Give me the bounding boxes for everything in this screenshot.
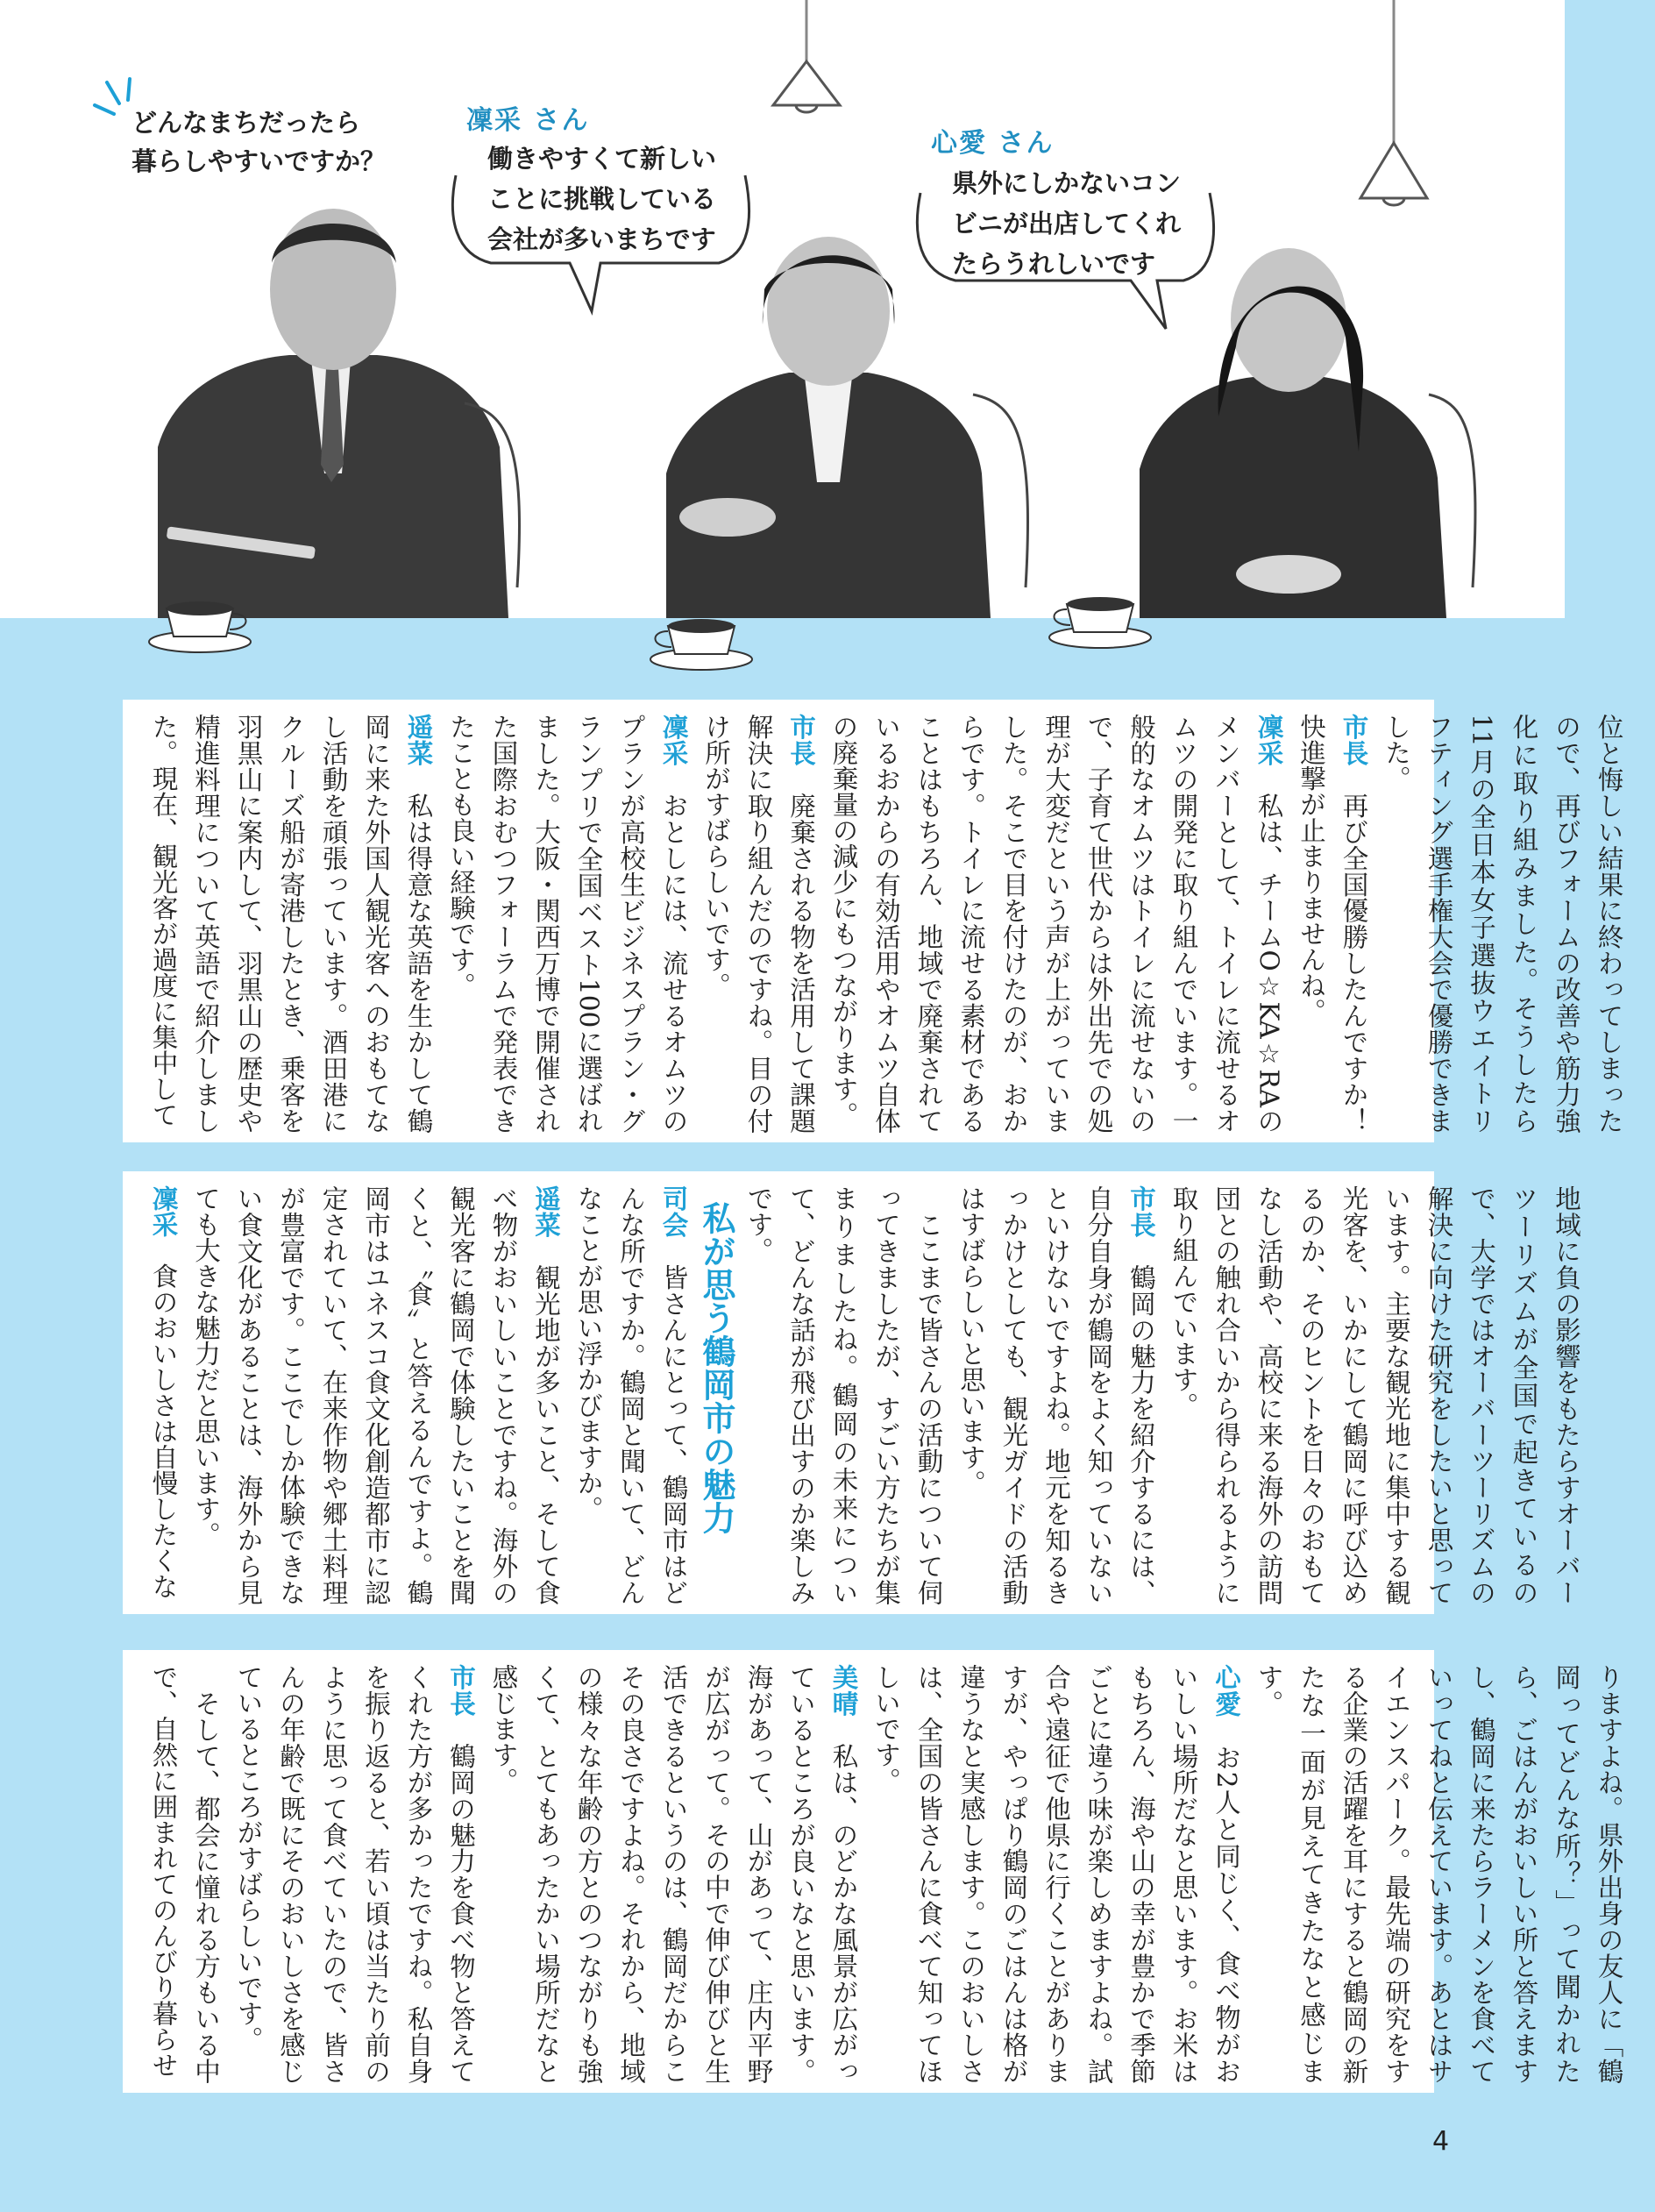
paragraph [865,1664,1248,2084]
paragraph [1247,1664,1630,2084]
paragraph-text: 私は、のどかな風景が広がっているところが良いなと思います。海があって、山があって、庄内平野が広がって。その中で伸び伸びと生活できるというのは、鶴岡だからこその良さですよね。それから、地域の様々な年齢の方とのつながりも強くて、とてもあったかい場所だなと感じます。 [488,1664,859,2085]
top-illustration-area [0,0,1565,618]
section-heading: 私が思う鶴岡市の魅力 [697,1201,735,1534]
paragraph-text: 食のおいしさは自慢したくな [148,1262,179,1599]
speech-line: 県外にしかないコン [952,168,1182,198]
interview-question [131,103,386,181]
paragraph-text: お2人と同じく、食べ物がおいしい場所だなと思います。お米はもちろん、海や山の幸が豊かで季節ごとに違う味が楽しめますよね。試合や遠征で他県に行くことがありますが、やっぱり鶴岡のごはんは格が違うなと実感します。このおいしさは、全国の皆さんに食べて知ってほしいです。 [871,1664,1241,2085]
paragraph-text: 私は得意な英語を生かして鶴岡に来た外国人観光客へのおもてなし活動を頑張っています。酒田港にクルーズ船が寄港したとき、乗客を羽黒山に案内して、羽黒山の歴史や精進料理について英語で紹介しました。現在、観光客が過度に集中して [148,714,434,1134]
paragraph-text: りますよね。県外出身の友人に「鶴岡ってどんな所？」って聞かれたら、ごはんがおいしい所と答えますし、鶴岡に来たらラーメンを食べていってねと伝えています。あとはサイエンスパーク。最先端の研究をする企業の活躍を耳にすると鶴岡の新たな一面が見えてきたなと感じます。 [1254,1664,1624,2085]
article-body [123,1650,1655,2093]
speaker-label: 美晴 [828,1664,859,1717]
speaker-label: 心愛 [1211,1664,1241,1718]
paragraph-text: 位と悔しい結果に終わってしまったので、再びフォームの改善や筋力強化に取り組みました。そうしたら11月の全日本女子選抜ウエイトリフティング選手権大会で優勝できました。 [1382,714,1624,1134]
speech-line: 会社が多いまちです [487,224,716,254]
paragraph [822,714,1290,1134]
paragraph [185,1185,568,1605]
article-body [123,700,1655,1142]
article-body [123,1171,1612,1614]
pendant-lamp-illustration [754,0,859,114]
speaker-label: 遥菜 [531,1185,561,1238]
paragraph-text: 私は、チームO☆KA☆RAのメンバーとして、トイレに流せるオムツの開発に取り組んでいます。一般的なオムツはトイレに流せないので、子育て世代からは外出先での処理が大変だという声が上がっていました。そこで目を付けたのが、おからです。トイレに流せる素材であることはもちろん、地域で廃棄されているおからの有効活用やオムツ自体の廃棄量の減少にもつながります。 [828,714,1284,1134]
page-number: 4 [1432,2126,1450,2157]
speaker-label: 遥菜 [403,714,434,766]
paragraph [142,1185,185,1605]
speech-line: ビニが出店してくれ [952,209,1182,238]
chair-illustration [456,395,535,596]
paragraph [227,1664,482,2084]
paragraph [1162,1185,1588,1605]
coffee-cup-icon [147,596,252,658]
speaker-label: 司会 [658,1185,689,1238]
question-line: どんなまちだったら [131,108,361,138]
chair-illustration [964,386,1043,596]
paragraph [1290,714,1375,1134]
speaker-label: 市長 [1339,714,1369,766]
paragraph-text: 鶴岡の魅力を紹介するには、自分自身が鶴岡をよく知っていないといけないですよね。地元を知るきっかけとしても、観光ガイドの活動はすばらしいと思います。 [956,1185,1156,1606]
speaker-name: 心愛 さん [931,128,1055,159]
speaker-label: 市長 [446,1664,476,1717]
paragraph [567,1185,695,1605]
speaker-label: 市長 [786,714,816,766]
paragraph [142,1664,227,2084]
paragraph-text: 再び全国優勝したんですか！快進撃が止まりませんね。 [1296,714,1369,1134]
paragraph-text: 鶴岡の魅力を食べ物と答えてくれた方が多かったですね。私自身を振り返ると、若い頃は当たり前のように思って食べていたので、皆さんの年齢で既にそのおいしさを感じているところがすばらしいです。 [233,1664,476,2085]
pendant-lamp-illustration [1341,0,1446,219]
paragraph [950,1185,1163,1605]
paragraph-text: 廃棄される物を活用して課題解決に取り組んだのですね。目の付け所がすばらしいです。 [701,714,816,1134]
speaker-label: 凜采 [658,714,689,766]
speaker-label: 凜采 [148,1185,179,1237]
paragraph [142,714,440,1134]
paragraph-text: 皆さんにとって、鶴岡市はどんな所ですか。鶴岡と聞いて、どんなことが思い浮かびますか。 [573,1185,689,1606]
paragraph [440,714,695,1134]
paragraph [482,1664,865,2084]
question-line: 暮らしやすいですか？ [131,146,387,176]
speech-line: 働きやすくて新しい [487,144,717,174]
article-panel-3 [123,1650,1624,2093]
paragraph-text: 観光地が多いこと、そして食べ物がおいしいことですね。海外の観光客に鶴岡で体験したいことを聞くと、〝食〟と答えるんですよ。鶴岡市はユネスコ食文化創造都市に認定されていて、在来作物や郷土料理が豊富です。ここでしか体験できない食文化があることは、海外から見ても大きな魅力だと思います。 [191,1185,561,1606]
article-panel-2 [123,1171,1581,1614]
speaker-label: 凜采 [1254,714,1284,766]
paragraph-text: おとしには、流せるオムツのプランが高校生ビジネスプラン・グランプリで全国ベスト100に選ばれました。大阪・関西万博で開催された国際おむつフォーラムで発表できたことも良い経験です。 [446,714,689,1134]
paragraph-text: そして、都会に憧れる方もいる中で、自然に囲まれてのんびり暮らせ [148,1664,221,2084]
speaker-name: 凜采 さん [466,105,590,136]
coffee-cup-icon [649,614,754,675]
paragraph [695,714,823,1134]
chair-illustration [1420,386,1490,596]
speech-line: たらうれしいです [952,249,1156,279]
article-panel-1 [123,700,1624,1142]
paragraph-text: ここまで皆さんの活動について伺ってきましたが、すごい方たちが集まりましたね。鶴岡の未来について、どんな話が飛び出すのか楽しみです。 [743,1185,944,1606]
coffee-cup-icon [1048,592,1153,653]
speaker-label: 市長 [1126,1185,1156,1238]
photo-student-kokoa [1113,206,1464,618]
paragraph [1375,714,1630,1134]
paragraph [737,1185,950,1605]
speech-line: ことに挑戦している [487,184,717,214]
paragraph-text: 地域に負の影響をもたらすオーバーツーリズムが全国で起きているので、大学ではオーバーツーリズムの解決に向けた研究をしたいと思っています。主要な観光地に集中する観光客を、いかにして鶴岡に呼び込めるのか、そのヒントを日々のおもてなし活動や、高校に来る海外の訪問団との触れ合いから得られるように取り組んでいます。 [1168,1185,1581,1606]
